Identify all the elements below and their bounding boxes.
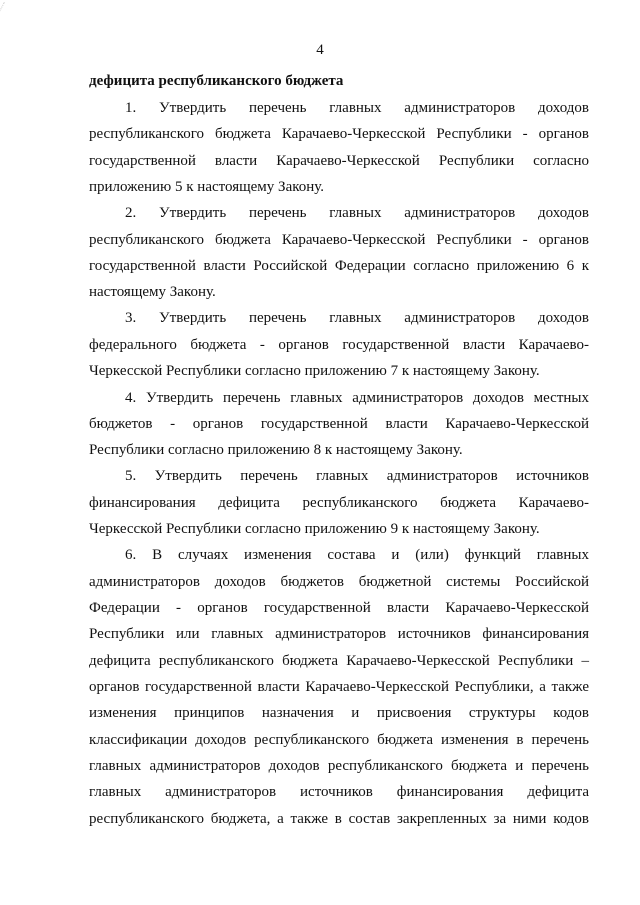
- text-line: 5. Утвердить перечень главных администраторов источников: [125, 468, 589, 484]
- text-line: Республики или главных администраторов источников финансирования: [89, 626, 589, 642]
- text-line: главных администраторов доходов республиканского бюджета и перечень: [89, 758, 589, 774]
- text-line: изменения принципов назначения и присвоения структуры кодов: [89, 705, 589, 721]
- text-line: 2. Утвердить перечень главных администраторов доходов: [125, 205, 589, 221]
- text-line: классификации доходов республиканского бюджета изменения в перечень: [89, 732, 589, 748]
- text-line: государственной власти Российской Федерации согласно приложению 6 к: [89, 258, 589, 274]
- text-line: администраторов доходов бюджетов бюджетной системы Российской: [89, 574, 589, 590]
- text-line: настоящему Закону.: [89, 284, 216, 300]
- page-number: 4: [316, 42, 324, 58]
- text-line: государственной власти Карачаево-Черкесской Республики согласно: [89, 153, 589, 169]
- text-line: федерального бюджета - органов государственной власти Карачаево-: [89, 337, 589, 353]
- text-line: 3. Утвердить перечень главных администраторов доходов: [125, 310, 589, 326]
- text-line: бюджетов - органов государственной власти Карачаево-Черкесской: [89, 416, 589, 432]
- text-line: Черкесской Республики согласно приложению 7 к настоящему Закону.: [89, 363, 540, 379]
- text-line: 6. В случаях изменения состава и (или) функций главных: [125, 547, 589, 563]
- text-line: приложению 5 к настоящему Закону.: [89, 179, 325, 195]
- text-line: Черкесской Республики согласно приложению 9 к настоящему Закону.: [89, 521, 540, 537]
- text-line: 1. Утвердить перечень главных администраторов доходов: [125, 100, 589, 116]
- text-line: республиканского бюджета, а также в состав закрепленных за ними кодов: [89, 811, 589, 827]
- text-line: республиканского бюджета Карачаево-Черкесской Республики - органов: [89, 126, 589, 142]
- text-line: дефицита республиканского бюджета Карачаево-Черкесской Республики –: [89, 653, 589, 669]
- text-line: 4. Утвердить перечень главных администраторов доходов местных: [125, 390, 589, 406]
- text-line: органов государственной власти Карачаево-Черкесской Республики, а также: [89, 679, 589, 695]
- text-line: главных администраторов источников финансирования дефицита: [89, 784, 589, 800]
- text-line: Федерации - органов государственной власти Карачаево-Черкесской: [89, 600, 589, 616]
- text-line: республиканского бюджета Карачаево-Черкесской Республики - органов: [89, 232, 589, 248]
- text-line: финансирования дефицита республиканского бюджета Карачаево-: [89, 495, 589, 511]
- text-line: Республики согласно приложению 8 к настоящему Закону.: [89, 442, 463, 458]
- section-heading: дефицита республиканского бюджета: [89, 73, 344, 89]
